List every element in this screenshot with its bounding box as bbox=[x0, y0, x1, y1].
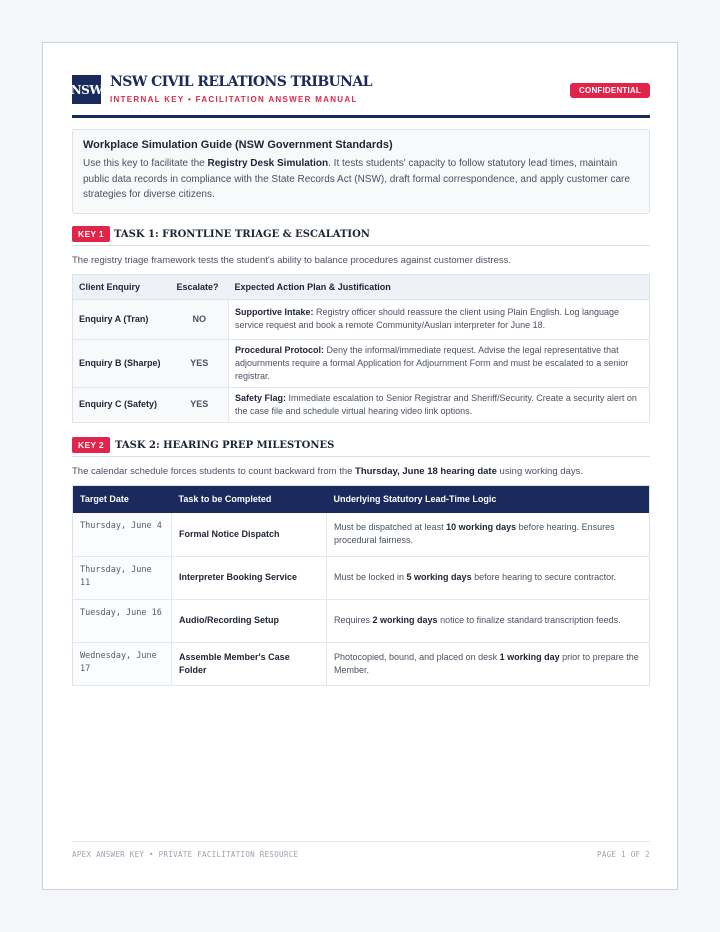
task1-description: The registry triage framework tests the student's ability to balance procedures against customer distress. bbox=[72, 254, 512, 266]
task-cell: Interpreter Booking Service bbox=[172, 556, 327, 599]
table-header-row bbox=[73, 274, 650, 299]
triage-table bbox=[72, 274, 650, 423]
task1-title: TASK 1: FRONTLINE TRIAGE & ESCALATION bbox=[114, 228, 370, 240]
table-row bbox=[73, 556, 650, 599]
document-footer bbox=[72, 841, 650, 859]
intro-box bbox=[72, 129, 650, 214]
escalate-cell: YES bbox=[171, 387, 229, 422]
task2-heading bbox=[72, 437, 650, 457]
table-row bbox=[73, 299, 650, 339]
document-page bbox=[42, 42, 678, 890]
target-date-cell: Wednesday, June 17 bbox=[73, 642, 172, 685]
enquiry-cell: Enquiry C (Safety) bbox=[73, 387, 171, 422]
table-row bbox=[73, 339, 650, 387]
footer-left-text: APEX ANSWER KEY • PRIVATE FACILITATION RESOURCE bbox=[72, 850, 299, 859]
column-header: Target Date bbox=[73, 485, 172, 513]
table-row bbox=[73, 513, 650, 556]
task2-title: TASK 2: HEARING PREP MILESTONES bbox=[115, 439, 335, 451]
header-divider bbox=[72, 115, 650, 118]
column-header: Task to be Completed bbox=[172, 485, 327, 513]
org-subtitle: INTERNAL KEY • FACILITATION ANSWER MANUAL bbox=[110, 95, 358, 104]
task-cell: Assemble Member's Case Folder bbox=[172, 642, 327, 685]
task2-description: The calendar schedule forces students to count backward from the Thursday, June 18 hearing date using working days. bbox=[72, 465, 583, 477]
target-date-cell: Tuesday, June 16 bbox=[73, 599, 172, 642]
logic-cell: Photocopied, bound, and placed on desk 1 working day prior to prepare the Member. bbox=[327, 642, 650, 685]
target-date-cell: Thursday, June 11 bbox=[73, 556, 172, 599]
escalate-cell: YES bbox=[171, 339, 229, 387]
table-header-row bbox=[73, 485, 650, 513]
plan-cell: Procedural Protocol: Deny the informal/immediate request. Advise the legal representative that adjournments require a formal Application for Adjournment Form and must be escalated to a senior registrar. bbox=[229, 339, 650, 387]
task-cell: Audio/Recording Setup bbox=[172, 599, 327, 642]
column-header: Client Enquiry bbox=[73, 274, 171, 299]
table-row bbox=[73, 387, 650, 422]
logic-cell: Must be dispatched at least 10 working days before hearing. Ensures procedural fairness. bbox=[327, 513, 650, 556]
column-header: Expected Action Plan & Justification bbox=[229, 274, 650, 299]
column-header: Underlying Statutory Lead-Time Logic bbox=[327, 485, 650, 513]
task-cell: Formal Notice Dispatch bbox=[172, 513, 327, 556]
enquiry-cell: Enquiry A (Tran) bbox=[73, 299, 171, 339]
org-title: NSW CIVIL RELATIONS TRIBUNAL bbox=[110, 74, 372, 90]
logic-cell: Must be locked in 5 working days before hearing to secure contractor. bbox=[327, 556, 650, 599]
intro-title: Workplace Simulation Guide (NSW Government Standards) bbox=[83, 139, 393, 151]
plan-cell: Supportive Intake: Registry officer should reassure the client using Plain English. Log language service request and book a remote Community/Auslan interpreter for June 18. bbox=[229, 299, 650, 339]
milestones-table bbox=[72, 485, 650, 686]
target-date-cell: Thursday, June 4 bbox=[73, 513, 172, 556]
escalate-cell: NO bbox=[171, 299, 229, 339]
logic-cell: Requires 2 working days notice to finalize standard transcription feeds. bbox=[327, 599, 650, 642]
page-number: PAGE 1 OF 2 bbox=[597, 850, 650, 859]
table-row bbox=[73, 599, 650, 642]
key2-badge: KEY 2 bbox=[72, 437, 110, 453]
column-header: Escalate? bbox=[171, 274, 229, 299]
enquiry-cell: Enquiry B (Sharpe) bbox=[73, 339, 171, 387]
document-header bbox=[72, 73, 650, 115]
confidential-badge: CONFIDENTIAL bbox=[570, 83, 650, 98]
plan-cell: Safety Flag: Immediate escalation to Senior Registrar and Sheriff/Security. Create a security alert on the case file and schedule virtual hearing video link options. bbox=[229, 387, 650, 422]
nsw-logo: NSW bbox=[72, 75, 101, 104]
key1-badge: KEY 1 bbox=[72, 226, 110, 242]
intro-body: Use this key to facilitate the Registry Desk Simulation. It tests students' capacity to follow statutory lead times, maintain public data records in compliance with the State Records Act (NSW), draft formal correspondence, and apply customer care strategies for diverse citizens. bbox=[83, 158, 630, 200]
table-row bbox=[73, 642, 650, 685]
task1-heading bbox=[72, 226, 650, 246]
